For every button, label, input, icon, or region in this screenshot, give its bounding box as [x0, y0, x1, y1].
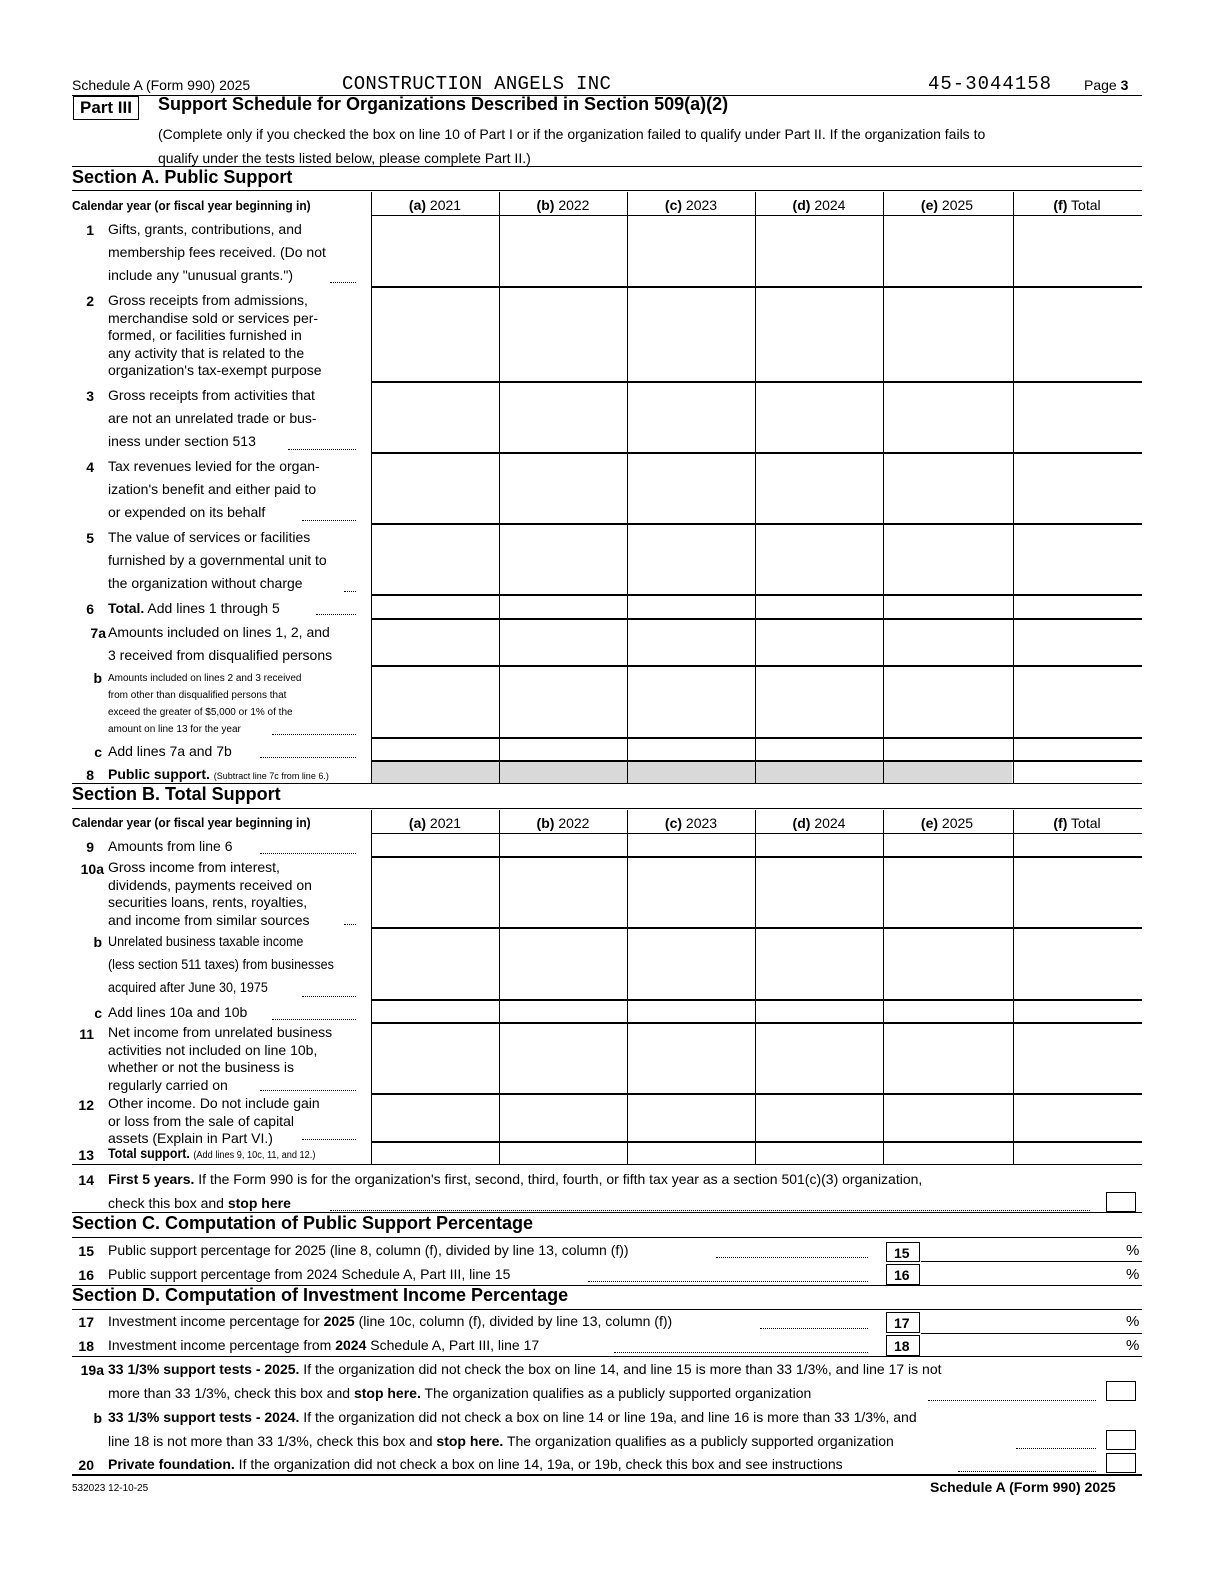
line12-label: Other income. Do not include gain or loss from the sale of capital assets (Explain in Part VI.) — [108, 1095, 320, 1146]
line2-label: Gross receipts from admissions, merchandise sold or services per- formed, or facilities furnished in any activity that is related to the organization's tax-exempt purpose — [108, 292, 322, 378]
page-label: Page — [1084, 77, 1117, 93]
line18-box-number: 18 — [886, 1335, 920, 1356]
grid-line — [371, 618, 1142, 620]
line19a-label-2: more than 33 1/3%, check this box and stop here. The organization qualifies as a publicly supported organization — [108, 1385, 812, 1401]
leader-dots — [302, 520, 356, 521]
form-name: Schedule A (Form 990) 2025 — [72, 77, 251, 93]
line-number: 11 — [79, 1026, 94, 1042]
line-number: 14 — [78, 1172, 94, 1188]
line-number: 5 — [86, 530, 94, 546]
leader-dots — [958, 1471, 1096, 1472]
grid-line — [499, 192, 500, 784]
footer-code: 532023 12-10-25 — [72, 1483, 149, 1494]
line9-label: Amounts from line 6 — [108, 838, 233, 854]
rule — [72, 1164, 1142, 1165]
line14-label-2: check this box and stop here — [108, 1195, 291, 1211]
line-number: 4 — [86, 459, 94, 475]
grid-line — [371, 381, 1142, 383]
grid-line — [371, 452, 1142, 454]
leader-dots — [288, 449, 356, 450]
line8-label: Public support. (Subtract line 7c from line 6.) — [108, 766, 329, 782]
ein: 45-3044158 — [928, 73, 1053, 95]
col-b-header: (b) 2022 — [536, 815, 590, 831]
line16-label: Public support percentage from 2024 Schedule A, Part III, line 15 — [108, 1266, 511, 1282]
line-number: 12 — [78, 1097, 94, 1113]
grid-line — [371, 286, 1142, 288]
line-number: 7a — [90, 625, 106, 641]
grid-line — [371, 215, 1142, 216]
line-number: 17 — [78, 1314, 94, 1330]
line-number: 1 — [86, 222, 94, 238]
grid-line — [1013, 810, 1014, 1164]
line19b-label-2: line 18 is not more than 33 1/3%, check this box and stop here. The organization qualifies as a publicly supported organization — [108, 1433, 894, 1449]
leader-dots — [716, 1257, 868, 1258]
percent-sign: % — [1126, 1337, 1140, 1354]
line3-label: Gross receipts from activities that are not an unrelated trade or bus- iness under section 513 — [108, 387, 317, 449]
col-e-header: (e) 2025 — [920, 815, 974, 831]
col-e-header: (e) 2025 — [920, 197, 974, 213]
leader-dots — [1016, 1448, 1096, 1449]
grid-line — [883, 762, 884, 783]
leader-dots — [260, 853, 356, 854]
line7b-label: Amounts included on lines 2 and 3 received from other than disqualified persons that exceed the greater of $5,000 or 1% of the amount on line 13 for the year — [108, 673, 302, 735]
col-d-header: (d) 2024 — [792, 815, 846, 831]
first-5-years-checkbox[interactable] — [1106, 1192, 1136, 1212]
line13-label: Total support. (Add lines 9, 10c, 11, and 12.) — [108, 1146, 316, 1161]
calendar-year-label: Calendar year (or fiscal year beginning in) — [72, 815, 311, 830]
leader-dots — [588, 1281, 868, 1282]
line-number: 16 — [78, 1267, 94, 1283]
grid-line — [371, 737, 1142, 739]
section-d-title: Section D. Computation of Investment Income Percentage — [72, 1285, 569, 1305]
grid-line — [755, 810, 756, 1164]
part-instructions-1: (Complete only if you checked the box on line 10 of Part I or if the organization failed to qualify under Part II. If the organization fails to — [158, 126, 986, 142]
grid-line — [499, 762, 500, 783]
line11-label: Net income from unrelated business activities not included on line 10b, whether or not the business is regularly carried on — [108, 1024, 333, 1093]
grid-line — [883, 192, 884, 784]
line18-label: Investment income percentage from 2024 Schedule A, Part III, line 17 — [108, 1337, 540, 1353]
grid-line — [755, 762, 756, 783]
percent-sign: % — [1126, 1313, 1140, 1330]
line-number: c — [94, 1005, 102, 1021]
leader-dots — [260, 757, 356, 758]
leader-dots — [928, 1400, 1096, 1401]
line-number: 8 — [86, 767, 94, 783]
line10b-label: Unrelated business taxable income (less section 511 taxes) from businesses acquired after June 30, 1975 — [108, 934, 334, 995]
line14-label: First 5 years. If the Form 990 is for the organization's first, second, third, fourth, or fifth tax year as a section 501(c)(3) organization, — [108, 1171, 923, 1187]
leader-dots — [302, 1139, 356, 1140]
grid-line — [627, 192, 628, 784]
line-number: 18 — [78, 1338, 94, 1354]
part-label: Part III — [73, 96, 139, 120]
page-indicator — [1084, 77, 1128, 93]
grid-line — [755, 192, 756, 784]
col-a-header: (a) 2021 — [408, 815, 462, 831]
line-number: c — [94, 744, 102, 760]
line-number: b — [93, 670, 102, 686]
line10a-label: Gross income from interest, dividends, payments received on securities loans, rents, royalties, and income from similar sources — [108, 859, 312, 928]
line-number: b — [93, 1410, 102, 1426]
line15-input[interactable] — [921, 1261, 1142, 1262]
col-d-header: (d) 2024 — [792, 197, 846, 213]
line-number: 15 — [78, 1243, 94, 1259]
line-number: 13 — [78, 1147, 94, 1163]
organization-name: CONSTRUCTION ANGELS INC — [342, 73, 612, 95]
line17-box-number: 17 — [886, 1312, 920, 1333]
grid-line — [371, 594, 1142, 596]
section-c-title: Section C. Computation of Public Support Percentage — [72, 1213, 534, 1233]
line-number: 19a — [80, 1362, 104, 1378]
line19a-label: 33 1/3% support tests - 2025. If the organization did not check the box on line 14, and line 15 is more than 33 1/3%, and line 17 is not — [108, 1361, 942, 1377]
line1-label: Gifts, grants, contributions, and membership fees received. (Do not include any "unusual grants.") — [108, 221, 326, 283]
grid-line — [371, 1093, 1142, 1095]
calendar-year-label: Calendar year (or fiscal year beginning in) — [72, 198, 311, 213]
leader-dots — [316, 614, 356, 615]
line15-label: Public support percentage for 2025 (line 8, column (f), divided by line 13, column (f)) — [108, 1242, 629, 1258]
rule — [72, 190, 1142, 191]
line-number: 10a — [80, 861, 104, 877]
leader-dots — [614, 1352, 868, 1353]
line10c-label: Add lines 10a and 10b — [108, 1004, 248, 1020]
line4-label: Tax revenues levied for the organ- ization's benefit and either paid to or expended on its behalf — [108, 458, 320, 520]
col-f-header: (f) Total — [1053, 197, 1101, 213]
grid-line — [371, 192, 372, 784]
line16-box-number: 16 — [886, 1264, 920, 1285]
percent-sign: % — [1126, 1242, 1140, 1259]
leader-dots — [330, 1210, 1090, 1211]
percent-sign: % — [1126, 1266, 1140, 1283]
part-title: Support Schedule for Organizations Described in Section 509(a)(2) — [158, 94, 729, 114]
grid-line — [371, 523, 1142, 525]
line20-label: Private foundation. If the organization did not check a box on line 14, 19a, or 19b, check this box and see instructions — [108, 1456, 843, 1472]
grid-line — [371, 927, 1142, 929]
support-test-2024-checkbox[interactable] — [1106, 1430, 1136, 1450]
leader-dots — [330, 282, 356, 283]
leader-dots — [260, 1090, 356, 1091]
grid-line — [371, 833, 1142, 834]
grid-line — [883, 810, 884, 1164]
leader-dots — [302, 996, 356, 997]
rule — [72, 808, 1142, 809]
leader-dots — [760, 1328, 868, 1329]
grid-line — [627, 762, 628, 783]
line19b-label: 33 1/3% support tests - 2024. If the organization did not check a box on line 14 or line 19a, and line 16 is more than 33 1/3%, and — [108, 1409, 917, 1425]
rule — [72, 1237, 1142, 1238]
leader-dots — [272, 734, 356, 735]
section-b-title: Section B. Total Support — [72, 784, 281, 804]
grid-line — [371, 1022, 1142, 1024]
line17-input[interactable] — [921, 1333, 1142, 1334]
leader-dots — [344, 591, 356, 592]
col-a-header: (a) 2021 — [408, 197, 462, 213]
col-b-header: (b) 2022 — [536, 197, 590, 213]
rule — [72, 1474, 1142, 1476]
line6-label: Total. Add lines 1 through 5 — [108, 600, 280, 616]
grid-line — [1013, 192, 1014, 784]
footer-form-name: Schedule A (Form 990) 2025 — [930, 1479, 1116, 1495]
line5-label: The value of services or facilities furnished by a governmental unit to the organization without charge — [108, 529, 327, 591]
grid-line — [371, 665, 1142, 667]
part-instructions-2: qualify under the tests listed below, please complete Part II.) — [158, 150, 531, 166]
private-foundation-checkbox[interactable] — [1106, 1453, 1136, 1473]
line-number: 2 — [86, 293, 94, 309]
line8-shaded-cells — [372, 762, 1012, 783]
grid-line — [499, 810, 500, 1164]
line-number: 20 — [78, 1457, 94, 1473]
line-number: 6 — [86, 601, 94, 617]
grid-line — [627, 810, 628, 1164]
grid-line — [371, 810, 372, 1164]
grid-line — [371, 1141, 1142, 1143]
leader-dots — [272, 1019, 356, 1020]
rule — [72, 1309, 1142, 1310]
page-number: 3 — [1120, 77, 1129, 93]
grid-line — [371, 856, 1142, 858]
support-test-2025-checkbox[interactable] — [1106, 1381, 1136, 1401]
col-f-header: (f) Total — [1053, 815, 1101, 831]
grid-line — [371, 999, 1142, 1001]
line-number: 9 — [86, 839, 94, 855]
line15-box-number: 15 — [886, 1242, 920, 1262]
col-c-header: (c) 2023 — [664, 815, 718, 831]
line-number: 3 — [86, 388, 94, 404]
line-number: b — [93, 934, 102, 950]
col-c-header: (c) 2023 — [664, 197, 718, 213]
line7a-label: Amounts included on lines 1, 2, and 3 received from disqualified persons — [108, 624, 333, 663]
line17-label: Investment income percentage for 2025 (line 10c, column (f), divided by line 13, column (f)) — [108, 1313, 673, 1329]
section-a-title: Section A. Public Support — [72, 167, 293, 187]
rule — [72, 1356, 1142, 1357]
line7c-label: Add lines 7a and 7b — [108, 743, 232, 759]
leader-dots — [344, 924, 356, 925]
